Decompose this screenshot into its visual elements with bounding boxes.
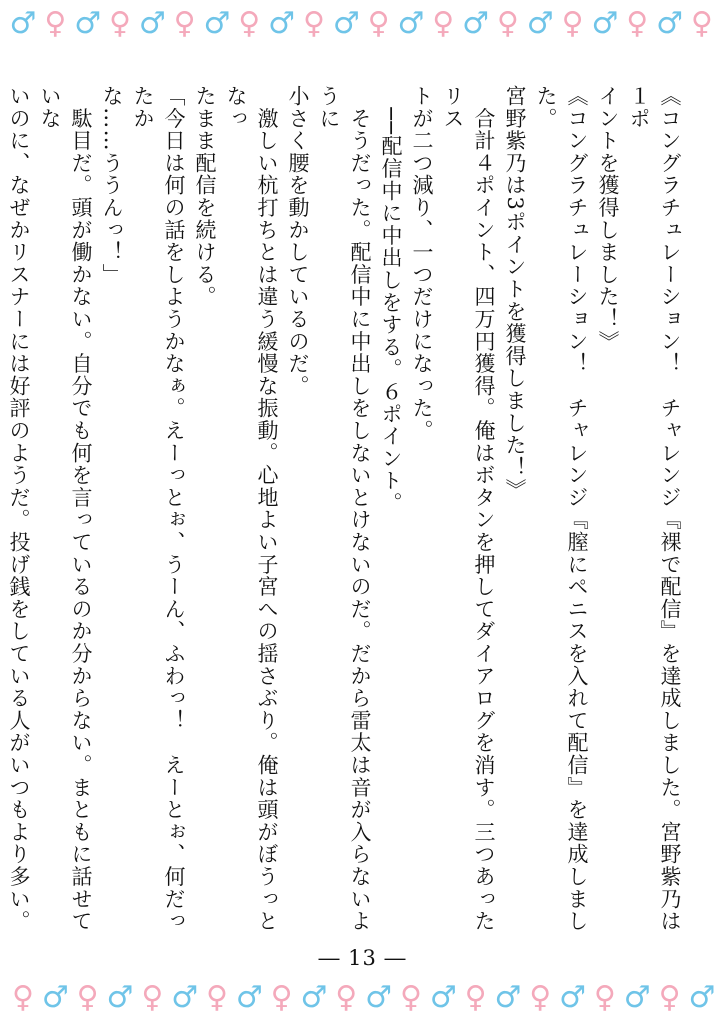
text-line: 《コングラチュレーション！ チャレンジ『膣にペニスを入れて配信』を達成しました。: [534, 85, 589, 933]
body-text: [7, 85, 685, 945]
male-symbol-icon: ♂: [106, 980, 134, 1015]
male-symbol-icon: ♂: [397, 6, 425, 41]
female-symbol-icon: ♀: [205, 980, 228, 1015]
text-line: トが二つ減り、一つだけになった。: [410, 85, 434, 442]
female-symbol-icon: ♀: [108, 6, 131, 41]
male-symbol-icon: ♂: [74, 6, 102, 41]
female-symbol-icon: ♀: [270, 980, 293, 1015]
text-line: たまま配信を続ける。: [193, 85, 217, 308]
male-symbol-icon: ♂: [300, 980, 328, 1015]
page-number: ― 13 ―: [318, 946, 407, 970]
male-symbol-icon: ♂: [138, 6, 166, 41]
female-symbol-icon: ♀: [367, 6, 390, 41]
male-symbol-icon: ♂: [494, 980, 522, 1015]
male-symbol-icon: ♂: [591, 6, 619, 41]
female-symbol-icon: ♀: [44, 6, 67, 41]
text-line: 小さく腰を動かしているのだ。: [286, 85, 310, 398]
male-symbol-icon: ♂: [688, 980, 716, 1015]
text-line: 宮野紫乃は3ポイントを獲得しました！》: [503, 85, 527, 502]
female-symbol-icon: ♀: [432, 6, 455, 41]
male-symbol-icon: ♂: [268, 6, 296, 41]
text-line: 合計４ポイント、四万円獲得。俺はボタンを押してダイアログを消す。三つあったリス: [441, 85, 496, 933]
female-symbol-icon: ♀: [593, 980, 616, 1015]
female-symbol-icon: ♀: [529, 980, 552, 1015]
male-symbol-icon: ♂: [365, 980, 393, 1015]
male-symbol-icon: ♂: [235, 980, 263, 1015]
female-symbol-icon: ♀: [626, 6, 649, 41]
male-symbol-icon: ♂: [656, 6, 684, 41]
male-symbol-icon: ♂: [559, 980, 587, 1015]
text-line: 激しい杭打ちとは違う緩慢な振動。心地よい子宮への揺さぶり。俺は頭がぼうっとなっ: [224, 85, 279, 933]
bottom-border: [0, 978, 725, 1018]
male-symbol-icon: ♂: [41, 980, 69, 1015]
female-symbol-icon: ♀: [561, 6, 584, 41]
text-line: な……ううんっ！」: [100, 85, 124, 286]
text-line: 駄目だ。頭が働かない。自分でも何を言っているのか分からない。まともに話せていな: [38, 85, 93, 933]
text-line: 「今日は何の話をしようかなぁ。えーっとぉ、うーん、ふわっ！ えーとぉ、何だったか: [131, 85, 186, 933]
male-symbol-icon: ♂: [332, 6, 360, 41]
female-symbol-icon: ♀: [76, 980, 99, 1015]
female-symbol-icon: ♀: [173, 6, 196, 41]
male-symbol-icon: ♂: [623, 980, 651, 1015]
female-symbol-icon: ♀: [496, 6, 519, 41]
male-symbol-icon: ♂: [526, 6, 554, 41]
top-border: [0, 4, 725, 44]
male-symbol-icon: ♂: [9, 6, 37, 41]
female-symbol-icon: ♀: [238, 6, 261, 41]
female-symbol-icon: ♀: [399, 980, 422, 1015]
male-symbol-icon: ♂: [429, 980, 457, 1015]
text-line: そうだった。配信中に中出しをしないとけないのだ。だから雷太は音が入らないように: [317, 85, 372, 933]
female-symbol-icon: ♀: [690, 6, 713, 41]
text-line: イントを獲得しました！》: [596, 85, 620, 353]
text-line: 《コングラチュレーション！ チャレンジ『裸で配信』を達成しました。宮野紫乃は１ポ: [627, 85, 682, 933]
female-symbol-icon: ♀: [335, 980, 358, 1015]
male-symbol-icon: ♂: [203, 6, 231, 41]
text-line: ──配信中に中出しをする。６ポイント。: [379, 85, 403, 515]
female-symbol-icon: ♀: [302, 6, 325, 41]
male-symbol-icon: ♂: [171, 980, 199, 1015]
text-line: いのに、なぜかリスナーには好評のようだ。投げ銭をしている人がいつもより多い。: [7, 85, 31, 933]
male-symbol-icon: ♂: [462, 6, 490, 41]
female-symbol-icon: ♀: [464, 980, 487, 1015]
female-symbol-icon: ♀: [12, 980, 34, 1015]
female-symbol-icon: ♀: [658, 980, 681, 1015]
female-symbol-icon: ♀: [141, 980, 164, 1015]
